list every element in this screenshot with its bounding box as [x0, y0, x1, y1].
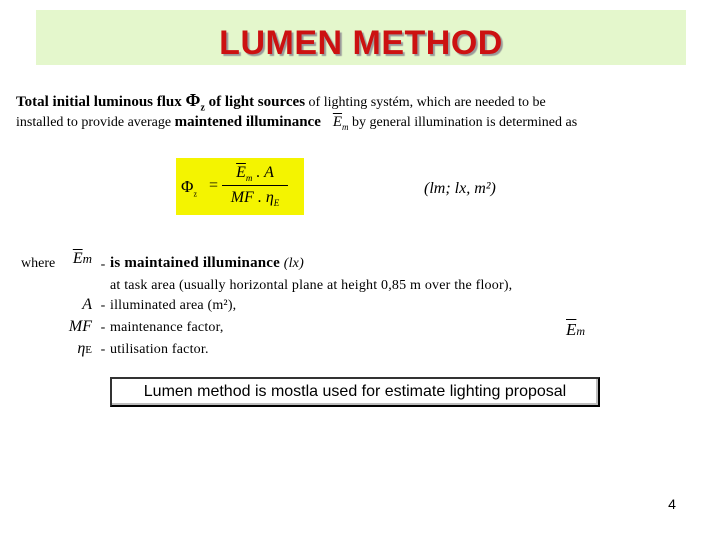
em-symbol-inline: $\overline{E}_m$ — [332, 114, 349, 132]
def-text-4: utilisation factor. — [110, 342, 209, 357]
intro-rest: of lighting systém, which are needed to be — [305, 95, 546, 110]
formula-fraction — [222, 164, 288, 208]
def-text-1b: at task area (usually horizontal plane at height 0,85 m over the floor), — [110, 278, 513, 293]
formula-box — [176, 158, 304, 215]
def-dash-1: - — [100, 257, 106, 272]
intro-line-1 — [16, 90, 546, 114]
def-text-3: maintenance factor, — [110, 320, 224, 335]
intro-bold-light-sources: of light sources — [204, 94, 306, 110]
phi-symbol: $\Phi_z$ — [185, 90, 205, 114]
note-box: Lumen method is mostla used for estimate lighting proposal — [110, 377, 600, 407]
page-number: 4 — [668, 496, 676, 512]
def-symbol-eta: ηE — [77, 340, 92, 357]
where-label: where — [21, 256, 56, 271]
formula-units: (lm; lx, m²) — [424, 180, 496, 197]
intro-line2-end: by general illumination is determined as — [348, 115, 578, 130]
formula-numerator: $\overline{E}_m$ . A — [222, 164, 288, 186]
slide-title: LUMEN METHOD — [219, 24, 503, 62]
def-symbol-em: $\overline{E}m$ — [72, 250, 92, 267]
intro-line-2 — [16, 114, 577, 132]
def-dash-3: - — [100, 320, 106, 335]
intro-bold-start: Total initial luminous flux — [16, 94, 186, 110]
title-banner — [36, 10, 686, 65]
formula-denominator: MF . $\eta_E$ — [230, 189, 280, 209]
def-symbol-a: A — [82, 296, 92, 313]
def-dash-4: - — [100, 342, 106, 357]
formula-equals: = — [209, 177, 219, 194]
intro-line2-start: installed to provide average — [16, 115, 175, 130]
intro-maintained-illuminance: maintened illuminance — [174, 114, 321, 130]
def-text-1: is maintained illuminance (lx) — [110, 255, 304, 271]
def-text-2: illuminated area (m²), — [110, 298, 237, 313]
def-symbol-mf: MF — [68, 318, 92, 335]
formula-lhs: $\Phi_z$ — [181, 177, 197, 199]
def-dash-2: - — [100, 298, 106, 313]
em-symbol-right: $\overline{E}m$ — [566, 320, 586, 339]
